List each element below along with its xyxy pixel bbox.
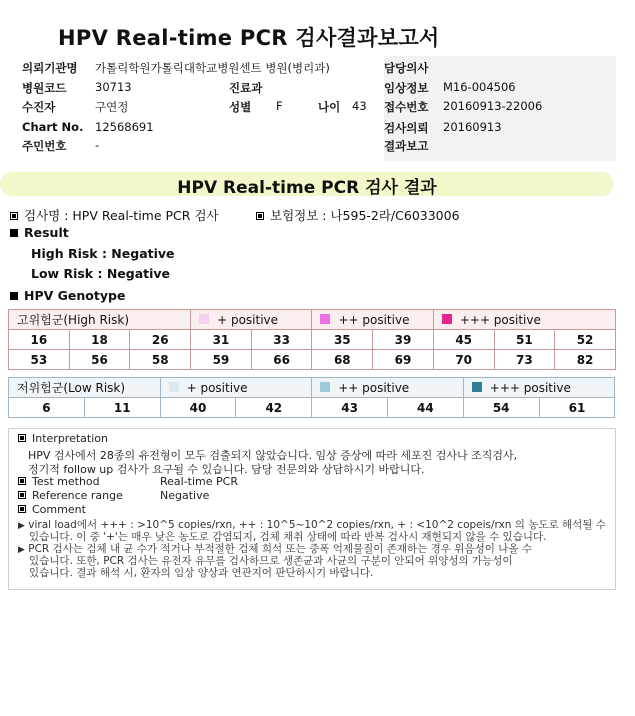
comment-1b: 있습니다. 이 중 '+'는 매우 낮은 농도로 감염되지, 검체 채취 상태에 따라 반복 검사시 재현되지 않을 수 있습니다.: [29, 531, 547, 543]
receipt-no-label: 접수번호: [384, 100, 429, 114]
genotype-cell: 56: [69, 350, 130, 370]
square-bullet-icon: [10, 229, 18, 237]
test-method-label: Test method: [32, 475, 100, 488]
comment-2b: 있습니다. 또한, PCR 검사는 유전자 유무를 검사하므로 생존균과 사균의 구분이 안되어 위양성의 가능성이: [29, 555, 513, 567]
genotype-cell: 35: [312, 330, 373, 350]
square-bullet-icon: [18, 477, 26, 485]
high-legend-plus2: ++ positive: [312, 310, 433, 330]
genotype-cell: 82: [555, 350, 616, 370]
comment-2c: 있습니다. 결과 해석 시, 환자의 임상 양상과 연관지어 판단하시기 바랍니다.: [29, 567, 374, 579]
triangle-bullet-icon: ▶: [18, 521, 25, 531]
patient-label: 수진자: [22, 100, 56, 114]
genotype-cell: 18: [69, 330, 130, 350]
legend-swatch-icon: [199, 314, 209, 324]
low-risk-label: 저위험군(Low Risk): [9, 378, 161, 398]
age-value: 43: [352, 99, 367, 113]
legend-swatch-icon: [320, 314, 330, 324]
result-heading-line: [10, 225, 69, 240]
institution-label: 의뢰기관명: [22, 61, 78, 75]
genotype-cell: 39: [373, 330, 434, 350]
banner-title: HPV Real-time PCR 검사 결과: [177, 178, 437, 198]
age-label: 나이: [318, 100, 341, 114]
genotype-cell: 42: [236, 398, 312, 418]
low-risk-table: [8, 377, 615, 418]
square-bullet-icon: [10, 212, 18, 220]
resident-no-value: -: [95, 138, 100, 152]
low-legend-plus2: ++ positive: [312, 378, 464, 398]
genotype-heading-line: [10, 288, 125, 303]
high-risk-row-2: [9, 350, 616, 370]
hospital-code-value: 30713: [95, 80, 132, 94]
comment-2: ▶ PCR 검사는 검체 내 균 수가 적거나 부적절한 검체 희석 또는 중폭 억제물질이 존재하는 경우 위음성이 나올 수: [18, 543, 532, 555]
legend-swatch-icon: [169, 382, 179, 392]
genotype-cell: 45: [433, 330, 494, 350]
genotype-cell: 59: [191, 350, 252, 370]
hospital-code-label: 병원코드: [22, 81, 67, 95]
low-risk-row: [9, 398, 615, 418]
reference-line: [18, 489, 123, 502]
genotype-cell: 40: [160, 398, 236, 418]
square-bullet-icon: [18, 434, 26, 442]
report-label: 결과보고: [384, 139, 429, 153]
legend-swatch-icon: [442, 314, 452, 324]
high-risk-result: High Risk : Negative: [31, 246, 175, 261]
department-label: 진료과: [229, 81, 263, 95]
reference-label: Reference range: [32, 489, 123, 502]
genotype-cell: 54: [463, 398, 539, 418]
reference-value: Negative: [160, 489, 210, 502]
genotype-cell: 44: [387, 398, 463, 418]
legend-swatch-icon: [472, 382, 482, 392]
genotype-cell: 69: [373, 350, 434, 370]
genotype-heading: HPV Genotype: [24, 288, 126, 303]
request-date-label: 검사의뢰: [384, 121, 429, 135]
genotype-cell: 70: [433, 350, 494, 370]
clinical-info-label: 임상정보: [384, 81, 429, 95]
interpretation-line: [18, 432, 108, 445]
square-bullet-icon: [256, 212, 264, 220]
low-risk-header-row: [9, 378, 615, 398]
square-bullet-icon: [18, 505, 26, 513]
high-risk-header-row: [9, 310, 616, 330]
clinical-info-value: M16-004506: [443, 80, 516, 94]
high-legend-plus: + positive: [191, 310, 312, 330]
test-name-line: [10, 206, 219, 224]
receipt-no-value: 20160913-22006: [443, 99, 543, 113]
request-date-value: 20160913: [443, 120, 502, 134]
low-risk-result: Low Risk : Negative: [31, 266, 171, 281]
genotype-cell: 6: [9, 398, 85, 418]
genotype-cell: 58: [130, 350, 191, 370]
chart-value: 12568691: [95, 120, 154, 134]
genotype-cell: 43: [312, 398, 388, 418]
genotype-cell: 68: [312, 350, 373, 370]
insurance-line: [256, 206, 460, 224]
sex-value: F: [276, 99, 283, 113]
resident-no-label: 주민번호: [22, 139, 67, 153]
interpretation-label: Interpretation: [32, 432, 108, 445]
genotype-cell: 11: [84, 398, 160, 418]
comment-1: ▶ viral load에서 +++ : >10^5 copies/rxn, ++ : 10^5~10^2 copies/rxn, + : <10^2 copeis/rxn 의 농도로 해석될 수: [18, 519, 606, 531]
institution-value: 가톨릭학원가톨릭대학교병원센트 병원(병리과): [95, 61, 330, 75]
sex-label: 성별: [229, 100, 252, 114]
test-name: 검사명 : HPV Real-time PCR 검사: [24, 208, 219, 223]
interpretation-text-1: HPV 검사에서 28종의 유전형이 모두 검출되지 않았습니다. 임상 증상에 따라 세포진 검사나 조직검사,: [28, 449, 518, 462]
genotype-cell: 66: [251, 350, 312, 370]
interpretation-text-2: 정기적 follow up 검사가 요구될 수 있습니다. 담당 전문의와 상담하시기 바랍니다.: [28, 463, 425, 476]
legend-swatch-icon: [320, 382, 330, 392]
genotype-cell: 33: [251, 330, 312, 350]
doctor-label: 담당의사: [384, 61, 429, 75]
low-legend-plus3: +++ positive: [463, 378, 615, 398]
genotype-cell: 51: [494, 330, 555, 350]
low-legend-plus: + positive: [160, 378, 312, 398]
test-method-line: [18, 475, 100, 488]
genotype-cell: 53: [9, 350, 70, 370]
report-title: HPV Real-time PCR 검사결과보고서: [58, 26, 440, 50]
result-heading: Result: [24, 225, 69, 240]
high-legend-plus3: +++ positive: [433, 310, 615, 330]
high-risk-table: [8, 309, 616, 370]
high-risk-row-1: [9, 330, 616, 350]
square-bullet-icon: [18, 491, 26, 499]
square-bullet-icon: [10, 292, 18, 300]
genotype-cell: 31: [191, 330, 252, 350]
patient-value: 구연정: [95, 100, 129, 114]
high-risk-label: 고위험군(High Risk): [9, 310, 191, 330]
comment-label: Comment: [32, 503, 86, 516]
genotype-cell: 73: [494, 350, 555, 370]
genotype-cell: 26: [130, 330, 191, 350]
triangle-bullet-icon: ▶: [18, 545, 25, 555]
comment-line: [18, 503, 86, 516]
test-method-value: Real-time PCR: [160, 475, 238, 488]
genotype-cell: 61: [539, 398, 615, 418]
genotype-cell: 52: [555, 330, 616, 350]
chart-label: Chart No.: [22, 120, 84, 134]
genotype-cell: 16: [9, 330, 70, 350]
insurance-info: 보험정보 : 나595-2라/C6033006: [270, 208, 460, 223]
